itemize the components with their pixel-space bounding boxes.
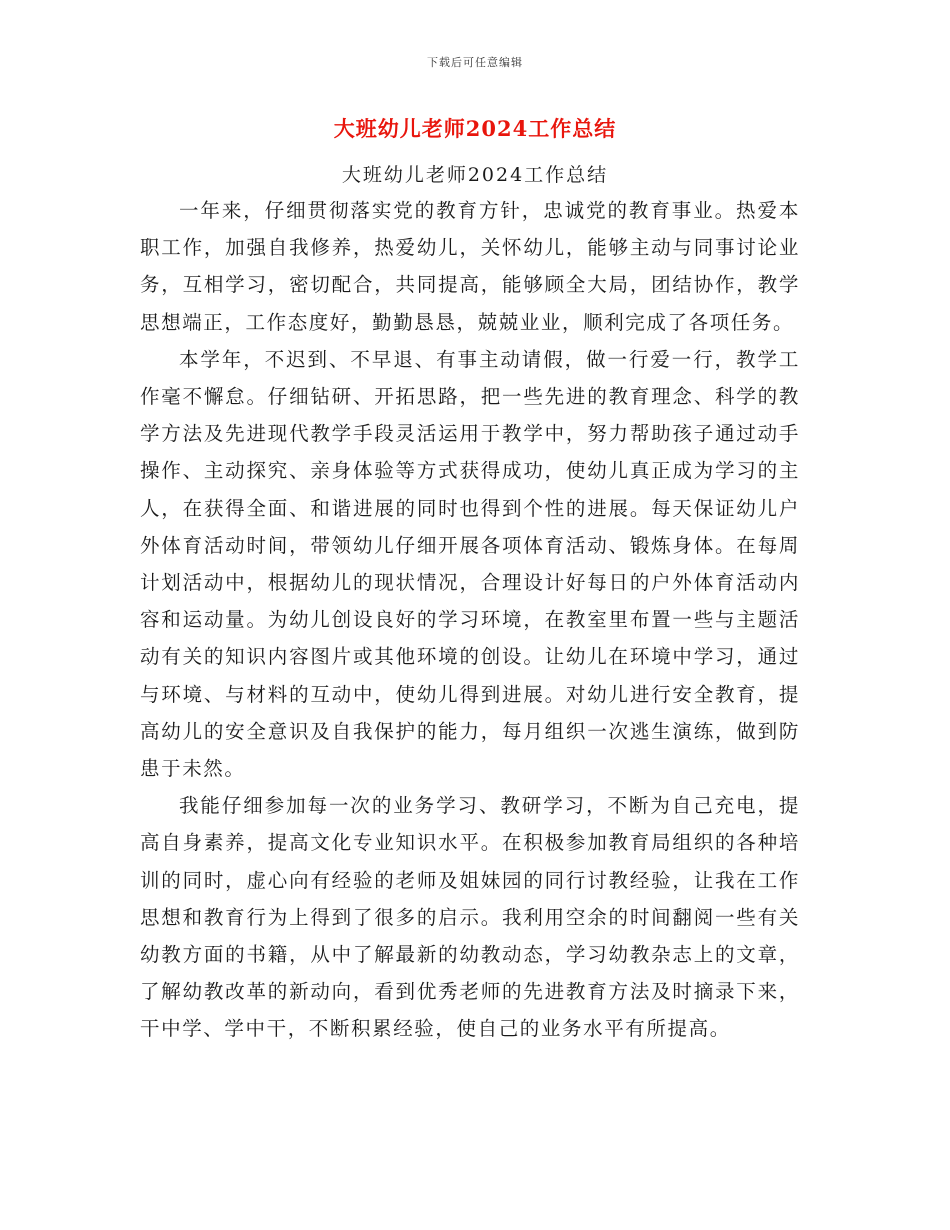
document-title: 大班幼儿老师2024工作总结	[333, 116, 617, 141]
document-body	[140, 192, 800, 1048]
paragraph-3: 我能仔细参加每一次的业务学习、教研学习，不断为自己充电，提高自身素养，提高文化专业知识水平。在积极参加教育局组织的各种培训的同时，虚心向有经验的老师及姐妹园的同行讨教经验，让我在工作思想和教育行为上得到了很多的启示。我利用空余的时间翻阅一些有关幼教方面的书籍，从中了解最新的幼教动态，学习幼教杂志上的文章，了解幼教改革的新动向，看到优秀老师的先进教育方法及时摘录下来，干中学、学中干，不断积累经验，使自己的业务水平有所提高。	[140, 794, 800, 1041]
paragraph-2: 本学年，不迟到、不早退、有事主动请假，做一行爱一行，教学工作毫不懈怠。仔细钻研、开拓思路，把一些先进的教育理念、科学的教学方法及先进现代教学手段灵活运用于教学中，努力帮助孩子通过动手操作、主动探究、亲身体验等方式获得成功，使幼儿真正成为学习的主人，在获得全面、和谐进展的同时也得到个性的进展。每天保证幼儿户外体育活动时间，带领幼儿仔细开展各项体育活动、锻炼身体。在每周计划活动中，根据幼儿的现状情况，合理设计好每日的户外体育活动内容和运动量。为幼儿创设良好的学习环境，在教室里布置一些与主题活动有关的知识内容图片或其他环境的创设。让幼儿在环境中学习，通过与环境、与材料的互动中，使幼儿得到进展。对幼儿进行安全教育，提高幼儿的安全意识及自我保护的能力，每月组织一次逃生演练，做到防患于未然。	[140, 347, 800, 781]
header-note: 下载后可任意编辑	[427, 56, 523, 69]
paragraph-1: 一年来，仔细贯彻落实党的教育方针，忠诚党的教育事业。热爱本职工作，加强自我修养，热爱幼儿，关怀幼儿，能够主动与同事讨论业务，互相学习，密切配合，共同提高，能够顾全大局，团结协作，教学思想端正，工作态度好，勤勤恳恳，兢兢业业，顺利完成了各项任务。	[140, 199, 800, 334]
document-subtitle: 大班幼儿老师2024工作总结	[341, 164, 609, 186]
